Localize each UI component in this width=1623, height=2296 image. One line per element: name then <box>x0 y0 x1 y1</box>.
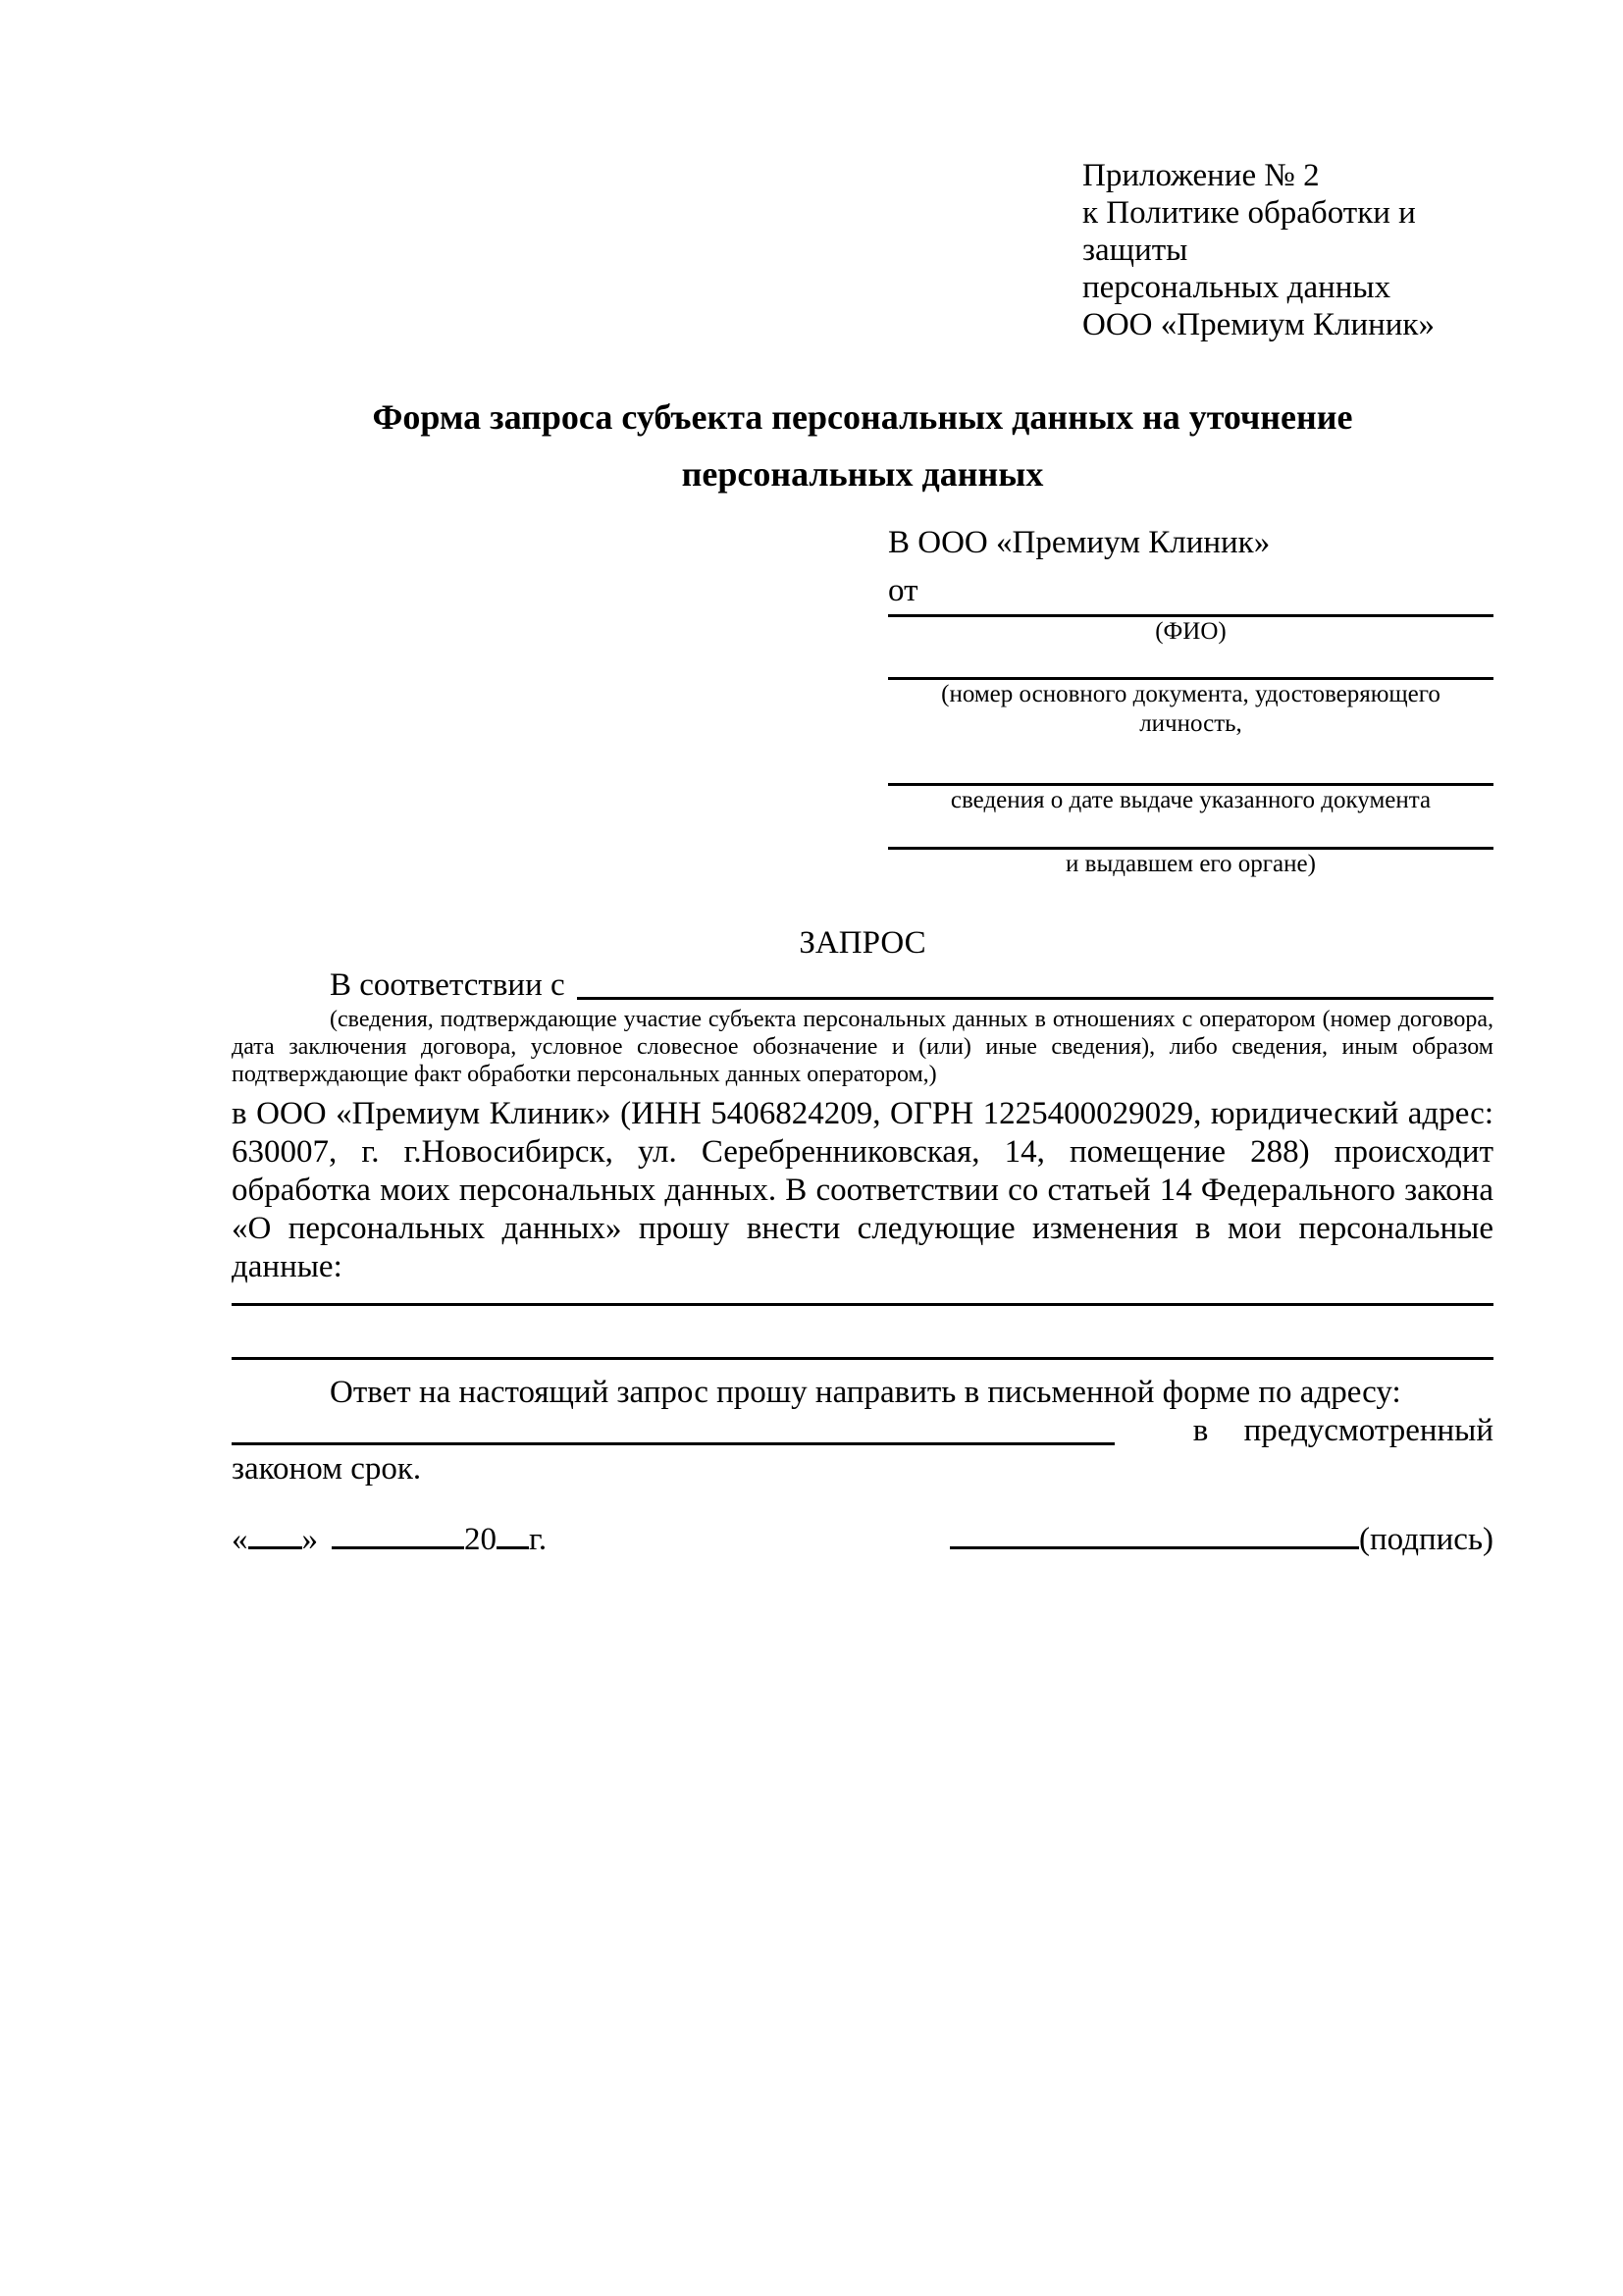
reply-line-3: законом срок. <box>232 1451 422 1487</box>
issuing-authority-field-caption: и выдавшем его органе) <box>1066 851 1316 877</box>
appendix-header-line: персональных данных <box>1082 270 1391 305</box>
body-paragraph: в ООО «Премиум Клиник» (ИНН 5406824209, ОГРН 1225400029029, юридический адрес: 630007, г. г.Новосибирск, ул. Серебренниковская, 14, помещение 288) происходит обработка моих персональных данных. В соответствии со статьей 14 Федерального закона «О персональных данных» прошу внести следующие изменения в мои персональные данные: <box>232 1096 1493 1284</box>
fio-field-caption: (ФИО) <box>1155 618 1227 645</box>
issue-date-field-caption: сведения о дате выдаче указанного документа <box>950 787 1432 813</box>
request-heading: ЗАПРОС <box>799 925 926 961</box>
date-quote-close: » <box>301 1522 318 1557</box>
reply-paragraph <box>232 1374 1493 1488</box>
document-title-line: персональных данных <box>681 454 1044 494</box>
document-title-line: Форма запроса субъекта персональных данных на уточнение <box>372 397 1353 437</box>
spacer <box>888 739 1493 781</box>
appendix-header <box>1082 157 1493 343</box>
spacer <box>888 815 1493 845</box>
date-quote-open: « <box>232 1522 248 1557</box>
reply-line-1: Ответ на настоящий запрос прошу направить в письменной форме по адресу: <box>330 1375 1401 1410</box>
document-title <box>232 389 1493 502</box>
date-signature-row <box>232 1520 1493 1559</box>
date-year-blank-field <box>497 1520 529 1549</box>
intro-prefix: В соответствии с <box>330 967 565 1003</box>
reply-address-row <box>232 1412 1493 1450</box>
date-day-blank-field <box>248 1520 302 1549</box>
signature-caption: (подпись) <box>1359 1522 1493 1557</box>
date-group <box>232 1520 547 1559</box>
recipient-organization: В ООО «Премиум Клиник» <box>888 525 1271 560</box>
reply-line-2-right: в предусмотренный <box>1192 1413 1493 1448</box>
document-content <box>232 157 1493 1559</box>
date-month-blank-field <box>332 1520 464 1549</box>
signature-group <box>950 1520 1493 1559</box>
from-label: от <box>888 573 918 608</box>
changes-blank-line-2 <box>232 1357 1493 1360</box>
document-number-field-caption: (номер основного документа, удостоверяющего личность, <box>941 681 1440 737</box>
basis-blank-field <box>577 966 1493 1000</box>
recipient-block <box>888 516 1493 879</box>
date-year-prefix: 20 <box>464 1522 497 1557</box>
address-blank-field <box>232 1412 1115 1445</box>
appendix-header-line: ООО «Премиум Клиник» <box>1082 307 1435 342</box>
changes-blank-line-1 <box>232 1303 1493 1306</box>
date-year-suffix: г. <box>529 1522 548 1557</box>
signature-blank-field <box>950 1520 1359 1549</box>
appendix-header-line: Приложение № 2 <box>1082 158 1320 193</box>
spacer <box>888 647 1493 675</box>
appendix-header-line: к Политике обработки и защиты <box>1082 195 1416 268</box>
intro-row <box>232 966 1493 1005</box>
footnote-text: (сведения, подтверждающие участие субъекта персональных данных в отношениях с оператором (номер договора, дата заключения договора, условное словесное обозначение и (или) иные сведения), либо сведения, иным образом подтверждающие факт обработки персональных данных оператором,) <box>232 1007 1493 1087</box>
